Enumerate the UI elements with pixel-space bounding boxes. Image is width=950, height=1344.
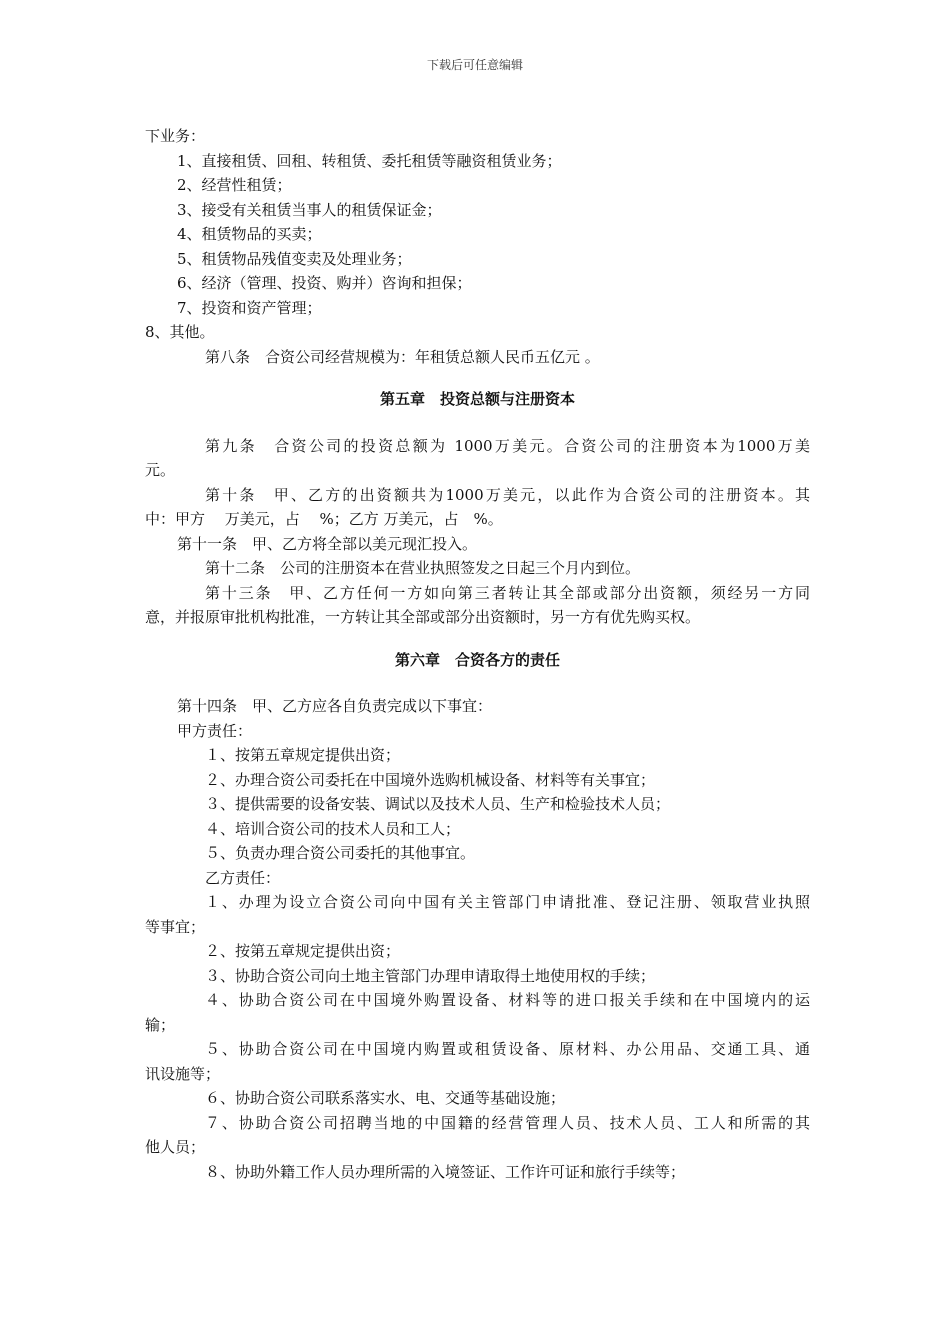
article-9-cont: 元。 <box>145 461 176 479</box>
business-item: 3、接受有关租赁当事人的租赁保证金； <box>177 200 442 219</box>
party-b-label: 乙方责任： <box>205 868 281 887</box>
party-b-item: ８、协助外籍工作人员办理所需的入境签证、工作许可证和旅行手续等； <box>205 1162 686 1181</box>
article-12: 第十二条 公司的注册资本在营业执照签发之日起三个月内到位。 <box>205 559 641 577</box>
business-item: 1、直接租赁、回租、转租赁、委托租赁等融资租赁业务； <box>177 151 562 170</box>
chapter-5-title: 第五章 投资总额与注册资本 <box>379 390 575 408</box>
article-11: 第十一条 甲、乙方将全部以美元现汇投入。 <box>177 534 478 553</box>
party-a-item: ４、培训合资公司的技术人员和工人； <box>205 819 461 838</box>
article-8: 第八条 合资公司经营规模为：年租赁总额人民币五亿元 。 <box>205 347 600 366</box>
party-b-item: ７、协助合资公司招聘当地的中国籍的经营管理人员、技术人员、工人和所需的其 <box>205 1113 810 1132</box>
party-b-item: ５、协助合资公司在中国境内购置或租赁设备、原材料、办公用品、交通工具、通 <box>205 1040 810 1058</box>
business-item: 5、租赁物品残值变卖及处理业务； <box>177 249 412 268</box>
chapter-6-title: 第六章 合资各方的责任 <box>394 650 560 669</box>
article-13: 第十三条 甲、乙方任何一方如向第三者转让其全部或部分出资额，须经另一方同 <box>205 583 810 602</box>
business-item: 6、经济（管理、投资、购并）咨询和担保； <box>177 274 472 292</box>
party-b-item: ４、协助合资公司在中国境外购置设备、材料等的进口报关手续和在中国境内的运 <box>205 991 810 1009</box>
party-b-item-cont: 他人员； <box>145 1138 206 1156</box>
section-intro: 下业务： <box>145 127 206 145</box>
article-13-cont: 意，并报原审批机构批准，一方转让其全部或部分出资额时，另一方有优先购买权。 <box>145 608 701 626</box>
party-b-item: ３、协助合资公司向土地主管部门办理申请取得土地使用权的手续； <box>205 966 656 985</box>
business-item: 2、经营性租赁； <box>177 176 292 194</box>
party-b-item-cont: 输； <box>145 1015 176 1034</box>
article-14: 第十四条 甲、乙方应各自负责完成以下事宜： <box>177 697 493 715</box>
party-b-item: ６、协助合资公司联系落实水、电、交通等基础设施； <box>205 1089 566 1107</box>
page-header: 下载后可任意编辑 <box>426 58 523 72</box>
party-a-item: １、按第五章规定提供出资； <box>205 746 401 764</box>
party-a-item: ２、办理合资公司委托在中国境外选购机械设备、材料等有关事宜； <box>205 770 656 789</box>
business-item: 8、其他。 <box>145 323 215 341</box>
business-item: 7、投资和资产管理； <box>177 298 322 317</box>
party-b-item: １、办理为设立合资公司向中国有关主管部门申请批准、登记注册、领取营业执照 <box>205 893 810 911</box>
article-9: 第九条 合资公司的投资总额为 1000万美元。合资公司的注册资本为1000万美 <box>205 436 810 455</box>
document-body <box>145 124 810 1184</box>
article-10: 第十条 甲、乙方的出资额共为1000万美元，以此作为合资公司的注册资本。其 <box>205 485 810 504</box>
party-a-item: ３、提供需要的设备安装、调试以及技术人员、生产和检验技术人员； <box>205 795 671 813</box>
party-b-item: ２、按第五章规定提供出资； <box>205 942 401 960</box>
party-a-item: ５、负责办理合资公司委托的其他事宜。 <box>205 844 476 862</box>
party-b-item-cont: 等事宜； <box>145 917 206 936</box>
article-10-cont: 中：甲方 万美元，占 %；乙方 万美元，占 %。 <box>145 510 503 528</box>
business-item: 4、租赁物品的买卖； <box>177 225 322 243</box>
party-a-label: 甲方责任： <box>177 721 253 740</box>
party-b-item-cont: 讯设施等； <box>145 1064 221 1083</box>
